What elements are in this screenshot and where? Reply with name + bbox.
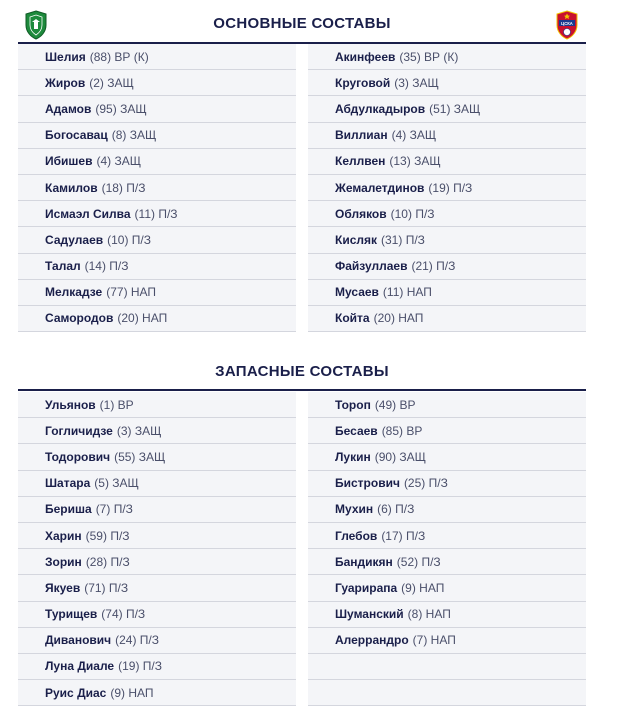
player-name: Файзуллаев [335,259,408,274]
player-row [308,254,586,280]
player-name: Харин [45,528,82,543]
player-number-position: (95) ЗАЩ [95,101,147,116]
player-number-position: (8) ЗАЩ [111,128,157,143]
player-row [18,149,296,175]
player-name: Виллиан [335,128,388,143]
player-row [18,280,296,306]
player-number-position: (51) ЗАЩ [429,101,481,116]
player-number-position: (6) П/З [377,502,415,517]
player-row [18,628,296,654]
player-row [308,96,586,122]
player-name: Якуев [45,580,81,595]
player-number-position: (52) П/З [396,554,441,569]
player-number-position: (7) НАП [412,633,456,648]
player-row [18,602,296,628]
player-number-position: (88) ВР (К) [89,49,149,64]
player-row [308,575,586,601]
player-name: Ибишев [45,154,93,169]
cska-logo [556,10,578,40]
player-name: Руис Диас [45,685,107,700]
player-row [18,575,296,601]
player-name: Жиров [45,75,86,90]
player-row [18,254,296,280]
player-number-position: (3) ЗАЩ [116,423,162,438]
player-number-position: (20) НАП [117,311,168,326]
cska-shield-icon [556,10,578,40]
player-row [308,418,586,444]
player-row [308,497,586,523]
player-number-position: (77) НАП [106,285,157,300]
player-row [308,471,586,497]
player-row [308,523,586,549]
player-number-position: (59) П/З [85,528,130,543]
player-number-position: (11) П/З [134,206,178,221]
player-name: Самородов [45,311,114,326]
player-number-position: (9) НАП [110,685,154,700]
player-row [18,123,296,149]
player-row [308,70,586,96]
akhmat-starting-list [18,44,296,332]
player-row [308,44,586,70]
player-number-position: (71) П/З [84,580,129,595]
player-name: Камилов [45,180,98,195]
player-row [18,471,296,497]
player-name: Абдулкадыров [335,101,426,116]
player-name: Глебов [335,528,378,543]
player-row [308,549,586,575]
player-name: Мухин [335,502,374,517]
player-name: Обляков [335,206,387,221]
player-row [308,227,586,253]
player-row [18,306,296,332]
player-row [308,280,586,306]
player-name: Зорин [45,554,82,569]
player-name: Бесаев [335,423,378,438]
player-row [308,602,586,628]
cska-starting-list [308,44,586,332]
main-lineups-title: ОСНОВНЫЕ СОСТАВЫ [213,15,391,32]
player-name: Алеррандро [335,633,409,648]
player-number-position: (28) П/З [85,554,130,569]
player-name: Адамов [45,101,92,116]
player-number-position: (1) ВР [99,397,134,412]
player-row [308,201,586,227]
player-number-position: (4) ЗАЩ [96,154,141,169]
player-number-position: (10) П/З [390,206,435,221]
player-name: Диванович [45,633,112,648]
player-name: Гогличидзе [45,423,113,438]
player-name: Жемалетдинов [335,180,425,195]
player-name: Лукин [335,449,371,464]
player-number-position: (35) ВР (К) [399,49,459,64]
player-number-position: (3) ЗАЩ [394,75,439,90]
player-row [308,680,586,706]
player-name: Акинфеев [335,49,396,64]
player-number-position: (7) П/З [95,502,133,517]
player-number-position: (90) ЗАЩ [374,449,426,464]
player-name: Круговой [335,75,391,90]
cska-logo-text: ЦСКА [561,21,573,26]
player-row [18,70,296,96]
player-name: Садулаев [45,232,104,247]
player-number-position: (31) П/З [381,232,425,247]
player-number-position: (49) ВР [374,397,416,412]
player-row [18,227,296,253]
player-number-position: (24) П/З [115,633,160,648]
player-name: Мусаев [335,285,379,300]
player-name: Шелия [45,49,86,64]
player-name: Исмаэл Силва [45,206,131,221]
player-name: Бандикян [335,554,393,569]
player-row [18,549,296,575]
player-name: Гуарирапа [335,580,398,595]
player-name: Турищев [45,607,98,622]
player-row [18,201,296,227]
player-name: Тодорович [45,449,111,464]
player-row [18,654,296,680]
player-number-position: (18) П/З [101,180,146,195]
akhmat-substitutes-list [18,392,296,706]
player-number-position: (17) П/З [381,528,426,543]
player-row [308,123,586,149]
player-row [308,392,586,418]
player-row [18,680,296,706]
player-number-position: (4) ЗАЩ [391,128,437,143]
player-number-position: (13) ЗАЩ [389,154,441,169]
player-number-position: (8) НАП [407,607,451,622]
player-name: Бериша [45,502,92,517]
substitutes-divider [18,389,586,391]
player-row [18,418,296,444]
player-row [18,523,296,549]
player-name: Келлвен [335,154,386,169]
player-number-position: (2) ЗАЩ [89,75,134,90]
player-number-position: (9) НАП [401,580,445,595]
player-row [308,175,586,201]
player-name: Богосавац [45,128,108,143]
player-row [18,44,296,70]
player-name: Ульянов [45,397,96,412]
player-name: Талал [45,259,81,274]
player-number-position: (20) НАП [373,311,424,326]
player-number-position: (10) П/З [107,232,152,247]
player-name: Шуманский [335,607,404,622]
player-number-position: (85) ВР [381,423,423,438]
player-name: Кисляк [335,232,378,247]
player-row [308,149,586,175]
player-name: Мелкадзе [45,285,103,300]
player-number-position: (11) НАП [382,285,432,300]
player-number-position: (19) П/З [428,180,473,195]
player-number-position: (25) П/З [403,476,448,491]
player-name: Койта [335,311,370,326]
player-row [18,497,296,523]
player-name: Шатара [45,476,91,491]
substitutes-title: ЗАПАСНЫЕ СОСТАВЫ [215,363,389,380]
player-number-position: (14) П/З [84,259,129,274]
player-number-position: (19) П/З [118,659,162,674]
cska-substitutes-list [308,392,586,706]
player-row [308,628,586,654]
player-row [308,444,586,470]
player-number-position: (74) П/З [101,607,146,622]
player-row [18,392,296,418]
player-row [18,96,296,122]
player-number-position: (55) ЗАЩ [114,449,166,464]
player-row [18,444,296,470]
player-row [308,306,586,332]
player-number-position: (21) П/З [411,259,456,274]
player-row [18,175,296,201]
player-row [308,654,586,680]
player-number-position: (5) ЗАЩ [94,476,139,491]
player-name: Тороп [335,397,371,412]
player-name: Луна Диале [45,659,115,674]
player-name: Бистрович [335,476,400,491]
